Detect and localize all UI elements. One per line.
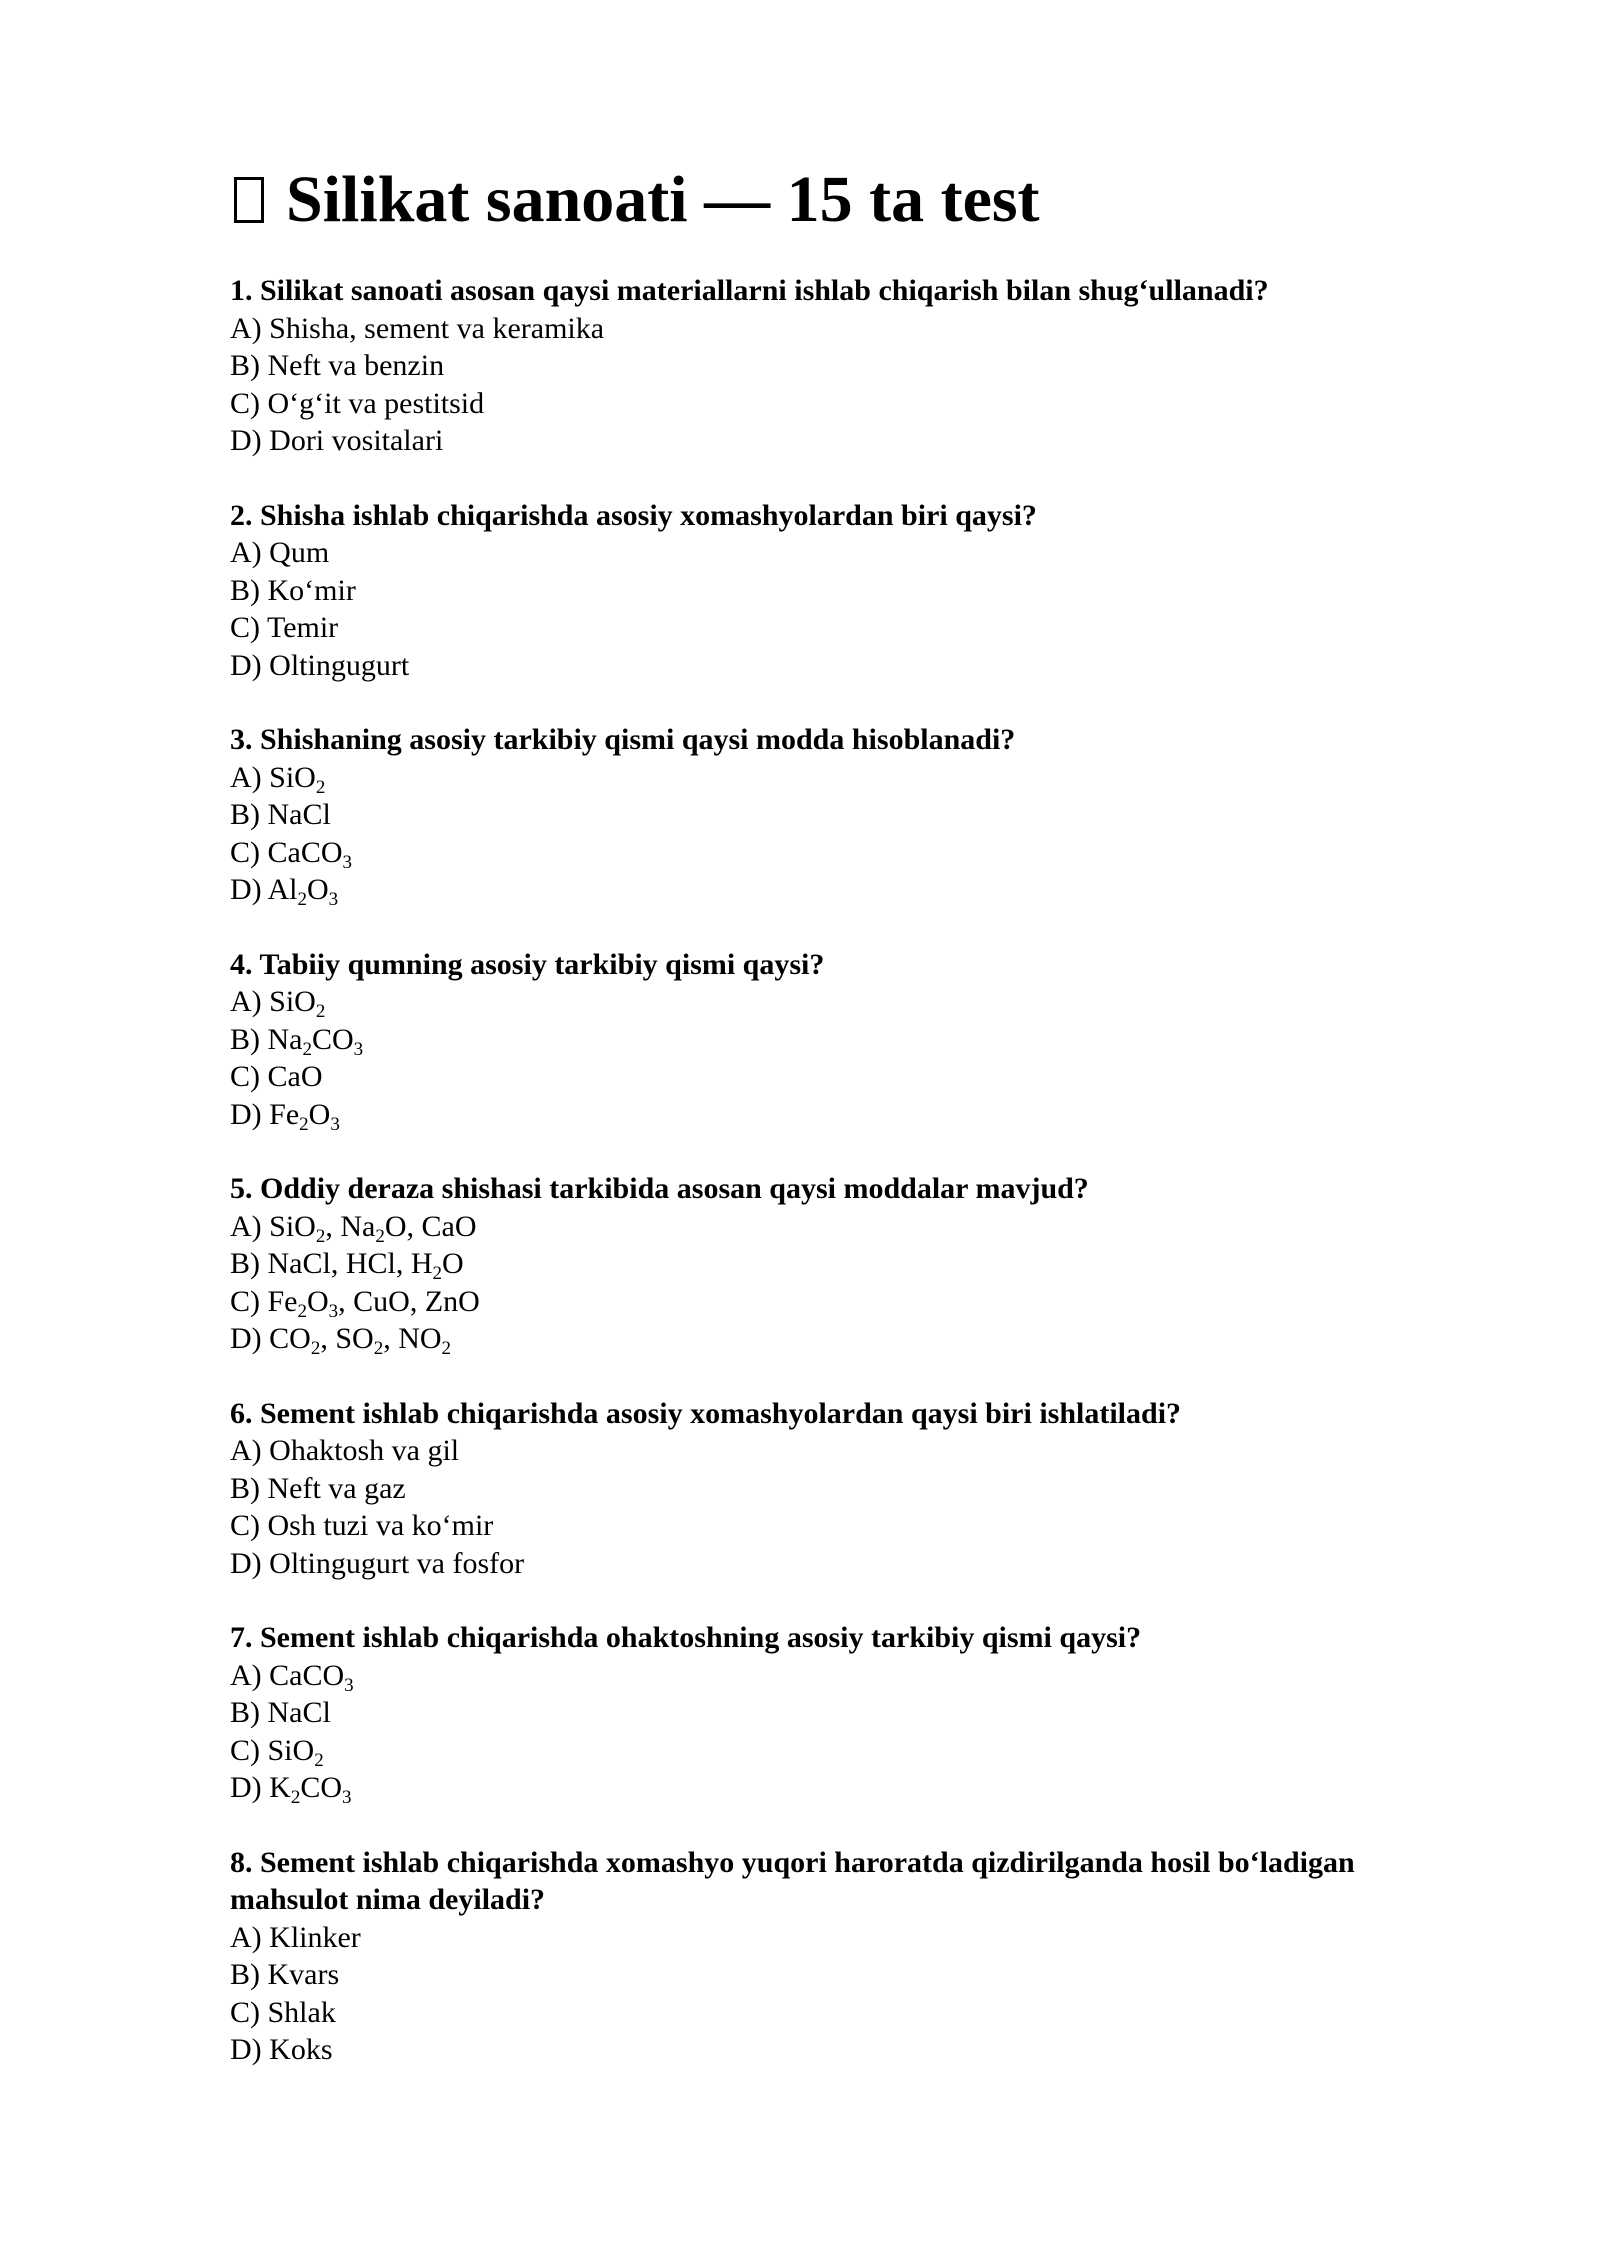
answer-option-d: D) Dori vositalari [230,424,444,457]
answer-option-a: A) SiO$_2$ [230,760,326,798]
answer-option-c: C) O‘g‘it va pestitsid [230,386,485,420]
question-3 [230,721,1470,909]
answer-option-b: B) NaCl, HCl, $H_2O$ [230,1247,464,1284]
answer-option-b: B) Neft va benzin [230,349,445,382]
answer-option-b: B) Kvars [230,1958,340,1991]
answer-option-a: A) SiO$_2$, $Na_2O$, CaO [230,1209,477,1247]
page-title [230,160,1470,240]
question-2 [230,497,1470,685]
answer-option-c: C) Osh tuzi va ko‘mir [230,1509,494,1542]
question-text: 3. Shishaning asosiy tarkibiy qismi qaysi modda hisoblanadi? [230,723,1016,756]
answer-option-a: A) SiO$_2$ [230,985,326,1022]
answer-option-a: A) CaCO$_3$ [230,1658,354,1696]
document-page [230,160,1470,2106]
page-title-text: Silikat sanoati — 15 ta test [286,163,1040,236]
answer-option-b: B) $Na_2CO_3$ [230,1022,364,1060]
answer-option-d: D) Oltingugurt [230,648,410,682]
answer-option-b: B) Neft va gaz [230,1471,406,1505]
answer-option-c: C) CaCO$_3$ [230,835,352,873]
answer-option-b: B) Ko‘mir [230,573,356,607]
answer-option-b: B) NaCl [230,798,331,831]
question-text: 1. Silikat sanoati asosan qaysi materiallarni ishlab chiqarish bilan shug‘ullanadi? [230,274,1269,307]
answer-option-a: A) Ohaktosh va gil [230,1434,460,1467]
answer-option-d: D) Oltingugurt va fosfor [230,1546,525,1580]
question-text: 2. Shisha ishlab chiqarishda asosiy xomashyolardan biri qaysi? [230,498,1037,532]
answer-option-c: C) $Fe_2O_3$, CuO, ZnO [230,1284,480,1322]
answer-option-c: C) SiO$_2$ [230,1733,324,1771]
answer-option-d: D) Koks [230,2033,333,2066]
question-text: 5. Oddiy deraza shishasi tarkibida asosan qaysi moddalar mavjud? [230,1172,1089,1205]
answer-option-d: D) $Al_2O_3$ [230,873,339,910]
answer-option-d: D) $Fe_2O_3$ [230,1097,340,1135]
answer-option-c: C) Shlak [230,1995,336,2029]
question-1 [230,272,1470,460]
answer-option-b: B) NaCl [230,1696,331,1729]
answer-option-a: A) Shisha, sement va keramika [230,311,605,345]
question-list [230,272,1470,2069]
answer-option-a: A) Qum [230,536,330,569]
answer-option-d: D) $CO_2$, $SO_2$, $NO_2$ [230,1322,452,1359]
missing-glyph-box-icon [234,177,264,223]
question-text: 7. Sement ishlab chiqarishda ohaktoshning asosiy tarkibiy qismi qaysi? [230,1621,1142,1654]
question-4 [230,946,1470,1134]
question-text: 6. Sement ishlab chiqarishda asosiy xomashyolardan qaysi biri ishlatiladi? [230,1396,1182,1430]
question-text: 4. Tabiiy qumning asosiy tarkibiy qismi qaysi? [230,947,825,981]
question-text: 8. Sement ishlab chiqarishda xomashyo yuqori haroratda qizdirilganda hosil bo‘ladigan mahsulot nima deyiladi? [230,1845,1355,1916]
question-7 [230,1619,1470,1807]
question-6 [230,1395,1470,1583]
answer-option-c: C) Temir [230,611,339,644]
question-8 [230,1844,1470,2069]
answer-option-d: D) $K_2CO_3$ [230,1771,352,1808]
answer-option-c: C) CaO [230,1060,323,1093]
answer-option-a: A) Klinker [230,1920,361,1954]
question-5 [230,1170,1470,1358]
